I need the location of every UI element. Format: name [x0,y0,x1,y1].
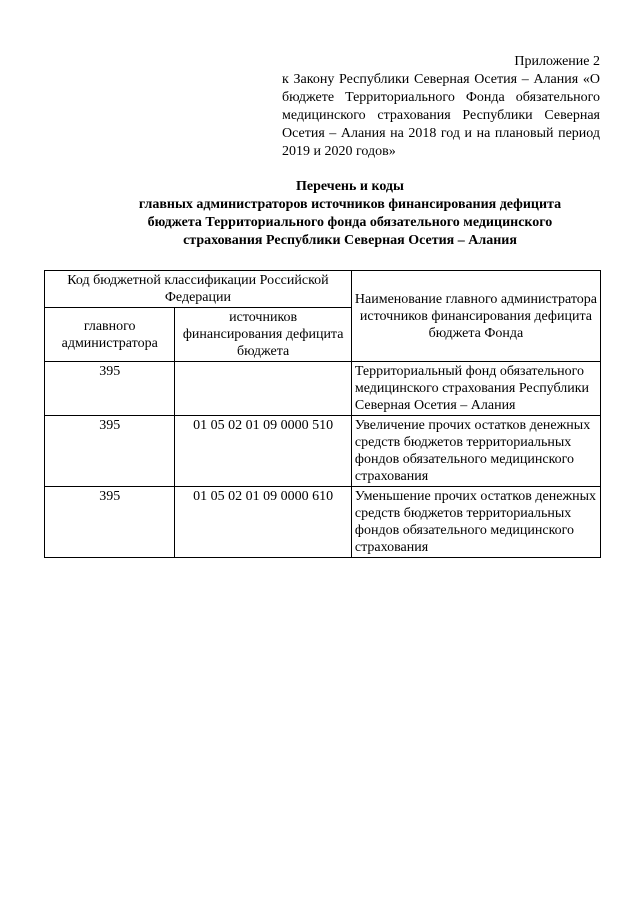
cell-admin-name: Территориальный фонд обязательного медицинского страхования Республики Северная Осетия – Алания [351,362,600,416]
header-classification-code: Код бюджетной классификации Российской Федерации [45,271,352,308]
cell-admin-code: 395 [45,487,175,558]
codes-table [44,270,601,558]
title-line-3: бюджета Территориального фонда обязательного медицинского [147,215,553,230]
header-deficit-source: источников финансирования дефицита бюджета [175,308,351,362]
appendix-block [282,53,600,161]
header-main-administrator: главного администратора [45,308,175,362]
title-line-2: главных администраторов источников финансирования дефицита [138,197,562,212]
appendix-number: Приложение 2 [514,54,600,69]
table-row [45,362,601,416]
cell-source-code [175,362,351,416]
cell-source-code: 01 05 02 01 09 0000 510 [175,416,351,487]
cell-source-code: 01 05 02 01 09 0000 610 [175,487,351,558]
cell-admin-name: Увеличение прочих остатков денежных средств бюджетов территориальных фондов обязательного медицинского страхования [351,416,600,487]
table-header-row [45,271,601,308]
cell-admin-code: 395 [45,416,175,487]
table-row [45,416,601,487]
title-line-1: Перечень и коды [296,179,404,194]
header-administrator-name: Наименование главного администратора источников финансирования дефицита бюджета Фонда [351,271,600,362]
appendix-text: к Закону Республики Северная Осетия – Алания «О бюджете Территориального Фонда обязательного медицинского страхования Республики Северная Осетия – Алания на 2018 год и на плановый период 2019 и 2020 годов» [282,72,600,159]
document-title [40,178,640,250]
title-line-4: страхования Республики Северная Осетия – Алания [183,233,517,248]
table-row [45,487,601,558]
cell-admin-name: Уменьшение прочих остатков денежных средств бюджетов территориальных фондов обязательного медицинского страхования [351,487,600,558]
cell-admin-code: 395 [45,362,175,416]
